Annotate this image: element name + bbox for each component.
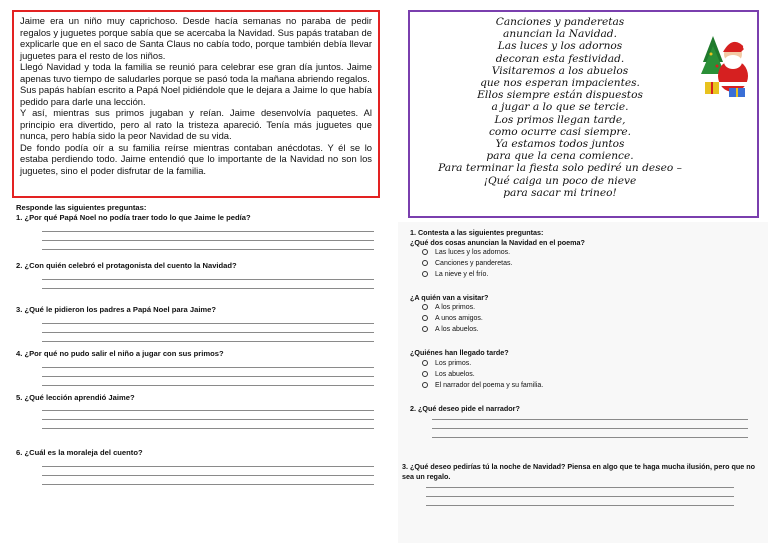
quiz-section: [398, 222, 768, 543]
radio-circle-icon: [422, 371, 428, 377]
poem-line: Canciones y panderetas: [495, 16, 625, 28]
option-a2[interactable]: [422, 260, 512, 267]
poem-line: para sacar mi trineo!: [503, 186, 617, 199]
radio-circle-icon: [422, 382, 428, 388]
poem-line: Los primos llegan tarde,: [494, 113, 626, 126]
question-b: ¿A quién van a visitar?: [410, 293, 489, 302]
option-b1[interactable]: [422, 304, 475, 311]
story-box: [12, 10, 380, 198]
story-paragraph: Sus papás habían escrito a Papá Noel pidiéndole que le dejara a Jaime lo que había pedido para darle una lección.: [20, 84, 372, 107]
radio-circle-icon: [422, 360, 428, 366]
question-2: 2. ¿Con quién celebró el protagonista del cuento la Navidad?: [16, 261, 237, 270]
option-label: El narrador del poema y su familia.: [435, 382, 544, 389]
answer-lines-2[interactable]: [42, 279, 374, 297]
story-paragraph: De fondo podía oír a su familia reírse mientras contaban anécdotas. Y él se lo estaba perdiendo todo. Jaime entendió que lo importante de la Navidad no son los juguetes, sino el poder disfrutar de la familia.: [20, 141, 372, 176]
poem-line: como ocurre casi siempre.: [488, 125, 632, 138]
question-2: 2. ¿Qué deseo pide el narrador?: [410, 404, 520, 413]
poem-line: Visitaremos a los abuelos: [491, 64, 629, 77]
story-paragraph: Llegó Navidad y toda la familia se reunió para celebrar ese gran día juntos. Jaime apenas tuvo tiempo de saludarles porque se pasó toda la mañana abriendo regalos.: [20, 61, 372, 84]
option-label: Las luces y los adornos.: [435, 249, 511, 256]
option-b3[interactable]: [422, 326, 479, 333]
quiz-heading: 1. Contesta a las siguientes preguntas:: [410, 228, 544, 237]
poem-box: [408, 10, 759, 218]
poem-line: para que la cena comience.: [486, 150, 634, 163]
radio-circle-icon: [422, 260, 428, 266]
questions-heading: Responde las siguientes preguntas:: [16, 203, 147, 212]
poem-line: Para terminar la fiesta solo pediré un deseo –: [438, 162, 682, 175]
answer-lines-4[interactable]: [42, 367, 374, 394]
option-a1[interactable]: [422, 249, 510, 256]
option-c1[interactable]: [422, 360, 471, 367]
answer-lines-quiz-3[interactable]: [426, 487, 734, 514]
poem-line: que nos esperan impacientes.: [480, 77, 640, 90]
poem-line: Ya estamos todos juntos: [495, 138, 625, 151]
poem-line: Las luces y los adornos: [497, 40, 623, 53]
story-paragraph: Y así, mientras sus primos jugaban y reían. Jaime desenvolvía paquetes. Al principio era divertido, pero al rato la tristeza apareció. Tenía más juguetes que nunca, pero había sido la peor Navidad de su vida.: [20, 107, 372, 141]
answer-lines-quiz-2[interactable]: [432, 419, 748, 446]
option-label: La nieve y el frío.: [435, 271, 489, 278]
santa-claus-icon: [701, 32, 751, 98]
poem-line: decoran esta festividad.: [495, 52, 625, 65]
option-c3[interactable]: [422, 382, 543, 389]
question-1: 1. ¿Por qué Papá Noel no podía traer todo lo que Jaime le pedía?: [16, 213, 251, 222]
option-label: Canciones y panderetas.: [435, 260, 513, 267]
option-label: Los primos.: [435, 360, 472, 367]
option-b2[interactable]: [422, 315, 483, 322]
question-a: ¿Qué dos cosas anuncian la Navidad en el poema?: [410, 238, 585, 247]
radio-circle-icon: [422, 304, 428, 310]
question-5: 5. ¿Qué lección aprendió Jaime?: [16, 393, 135, 402]
answer-lines-1[interactable]: [42, 231, 374, 258]
radio-circle-icon: [422, 249, 428, 255]
radio-circle-icon: [422, 315, 428, 321]
answer-lines-6[interactable]: [42, 466, 374, 493]
poem-line: ¡Qué caiga un poco de nieve: [483, 174, 637, 187]
question-4: 4. ¿Por qué no pudo salir el niño a jugar con sus primos?: [16, 349, 224, 358]
radio-circle-icon: [422, 326, 428, 332]
question-3: 3. ¿Qué le pidieron los padres a Papá Noel para Jaime?: [16, 305, 217, 314]
answer-lines-3[interactable]: [42, 323, 374, 350]
poem-line: Ellos siempre están dispuestos: [477, 89, 643, 102]
option-label: A unos amigos.: [435, 315, 483, 322]
option-a3[interactable]: [422, 271, 488, 278]
radio-circle-icon: [422, 271, 428, 277]
question-3: 3. ¿Qué deseo pedirías tú la noche de Navidad? Piensa en algo que te haga mucha ilusión, pero que no sea un regalo.: [402, 462, 756, 481]
option-label: A los primos.: [435, 304, 476, 311]
question-6: 6. ¿Cuál es la moraleja del cuento?: [16, 448, 143, 457]
option-label: A los abuelos.: [435, 326, 479, 333]
poem-text: [410, 16, 710, 199]
poem-line: anuncian la Navidad.: [503, 28, 617, 41]
option-label: Los abuelos.: [435, 371, 475, 378]
poem-line: a jugar a lo que se tercie.: [491, 101, 629, 114]
story-paragraph: Jaime era un niño muy caprichoso. Desde hacía semanas no paraba de pedir regalos y juguetes porque sabía que se acercaba la Navidad. Sus papás trataban de explicarle que en el saco de Santa Claus no cabía todo, porque también debía llevar juguetes para el resto de los niños.: [20, 15, 372, 61]
answer-lines-5[interactable]: [42, 410, 374, 437]
question-c: ¿Quiénes han llegado tarde?: [410, 348, 509, 357]
option-c2[interactable]: [422, 371, 475, 378]
